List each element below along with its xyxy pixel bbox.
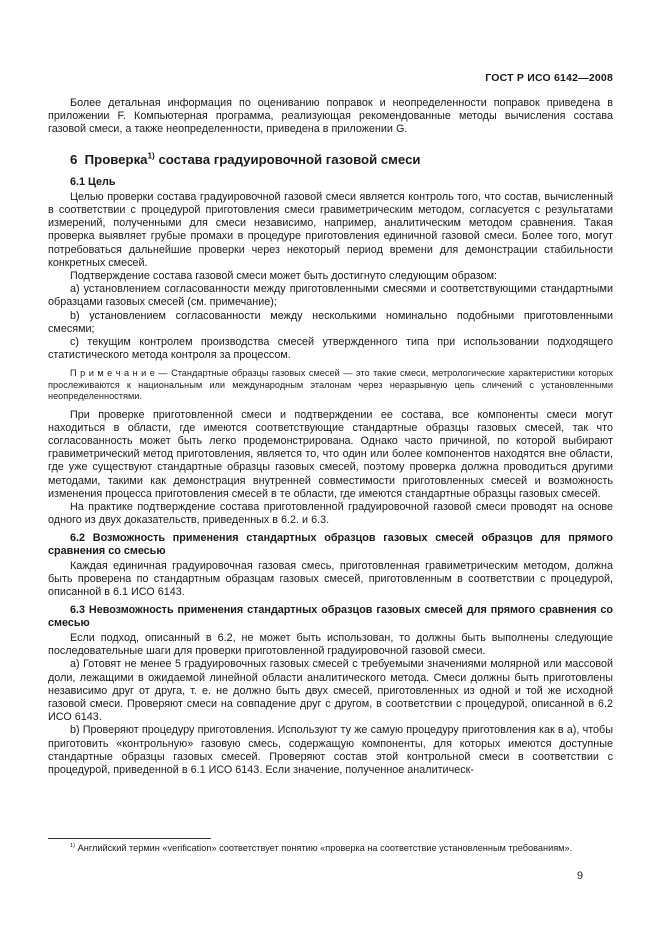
section-6-1-list-item-a: а) установлением согласованности между приготовленными смесями и соответствующими стандартными образцами газовых смесей (см. примечание); (48, 283, 613, 309)
section-6-1-paragraph-2: Подтверждение состава газовой смеси может быть достигнуто следующим образом: (70, 270, 497, 283)
section-6-1-note: П р и м е ч а н и е — Стандартные образцы газовых смесей — это такие смеси, метрологические характеристики которых прослеживаются к национальным или международным эталонам через неразрывную цепь сличений с установленными неопределенностями. (48, 368, 613, 402)
section-6-1-list-item-c: с) текущим контролем производства смесей утвержденного типа при использовании подходящего статистического метода контроля за процессом. (48, 336, 613, 362)
footnote-block (48, 838, 613, 854)
section-6-1-list-item-b: b) установлением согласованности между несколькими номинально подобными приготовленными смесями; (48, 309, 613, 335)
section-6-1-paragraph-3: При проверке приготовленной смеси и подтверждении ее состава, все компоненты смеси могут находиться в области, где имеются соответствующие стандартные образцы газовых смесей, так что согласованность может быть легко продемонстрирована. Однако часто причиной, по которой выбирают гравиметрический метод приготовления, является то, что один или более компонентов находятся вне области, где уже существуют стандартные образцы газовых смесей, поэтому проверка должна проводиться другими методами, такими как демонстрация внутренней совместимости приготовленных смесей и возможность изменения процесса приготовления смесей в те области, где имеются стандартные образцы газовых смесей. (48, 408, 613, 500)
page-number: 9 (576, 870, 583, 882)
footnote-text (48, 843, 613, 854)
section-6-2-paragraph-1: Каждая единичная градуировочная газовая смесь, приготовленная гравиметрическим методом, должна быть проверена по стандартным образцам газовых смесей, приготовленным в соответствии с процедурой, описанной в 6.1 ИСО 6143. (48, 559, 613, 599)
section-6-2-heading: 6.2 Возможность применения стандартных образцов газовых смесей образцов для прямого сравнения со смесью (48, 531, 613, 557)
section-6-3-list-item-a: а) Готовят не менее 5 градуировочных газовых смесей с требуемыми значениями молярной или массовой доли, лежащими в ожидаемой линейной области аналитического метода. Смеси должны быть приготовлены независимо друг от друга, т. е. не должно быть двух смесей, приготовленных из одной и той же исходной газовой смеси. Проверяют смеси на совпадение друг с другом, в соответствии с процедурой, описанной в 6.2 ИСО 6143. (48, 658, 613, 724)
section-6-title (48, 152, 613, 167)
intro-paragraph: Более детальная информация по оцениванию поправок и неопределенности поправок приведена в приложении F. Компьютерная программа, реализующая рекомендованные методы вычисления состава газовой смеси, а также неопределенности, приведена в приложении G. (48, 97, 613, 136)
section-6-1-heading: 6.1 Цель (70, 175, 116, 188)
section-6-3-paragraph-1: Если подход, описанный в 6.2, не может быть использован, то должны быть выполнены следующие последовательные шаги для проверки приготовленной градуировочной газовой смеси. (48, 631, 613, 658)
footnote-separator-rule (48, 838, 211, 839)
section-6-title-post: состава градуировочной газовой смеси (154, 151, 421, 167)
section-6-title-pre: 6 Проверка (70, 151, 148, 167)
section-6-1-paragraph-1: Целью проверки состава градуировочной газовой смеси является контроль того, что состав, вычисленный в соответствии с процедурой приготовления смеси гравиметрическим методом, согласуется с результатами измерений, полученными для смеси независимо, например, аналитическим методом сравнения. Такая проверка выявляет грубые промахи в процедуре приготовления единичной газовой смеси. Более того, могут потребоваться дальнейшие проверки через некоторый период времени для демонстрации стабильности конкретных смесей. (48, 190, 613, 269)
document-code-header: ГОСТ Р ИСО 6142—2008 (485, 72, 613, 84)
section-6-title-footnote-marker: 1) (147, 151, 155, 161)
footnote-body: Английский термин «verification» соответствует понятию «проверка на соответствие установленным требованиям». (75, 843, 573, 853)
section-6-1-paragraph-4: На практике подтверждение состава приготовленной градуировочной газовой смеси проводят на основе одного из двух доказательств, приведенных в 6.2. и 6.3. (48, 501, 613, 527)
section-6-3-list-item-b: b) Проверяют процедуру приготовления. Используют ту же самую процедуру приготовления как в а), чтобы приготовить «контрольную» газовую смесь, содержащую компоненты, для которых имеются доступные стандартные образцы газовых смесей. Проверяют состав этой контрольной смеси в соответствии с процедурой, приведенной в 6.1 ИСО 6143. Если значение, полученное аналитическ- (48, 724, 613, 776)
section-6-3-heading: 6.3 Невозможность применения стандартных образцов газовых смесей для прямого сравнения со смесью (48, 603, 613, 629)
footnote-marker: 1) (70, 842, 76, 849)
